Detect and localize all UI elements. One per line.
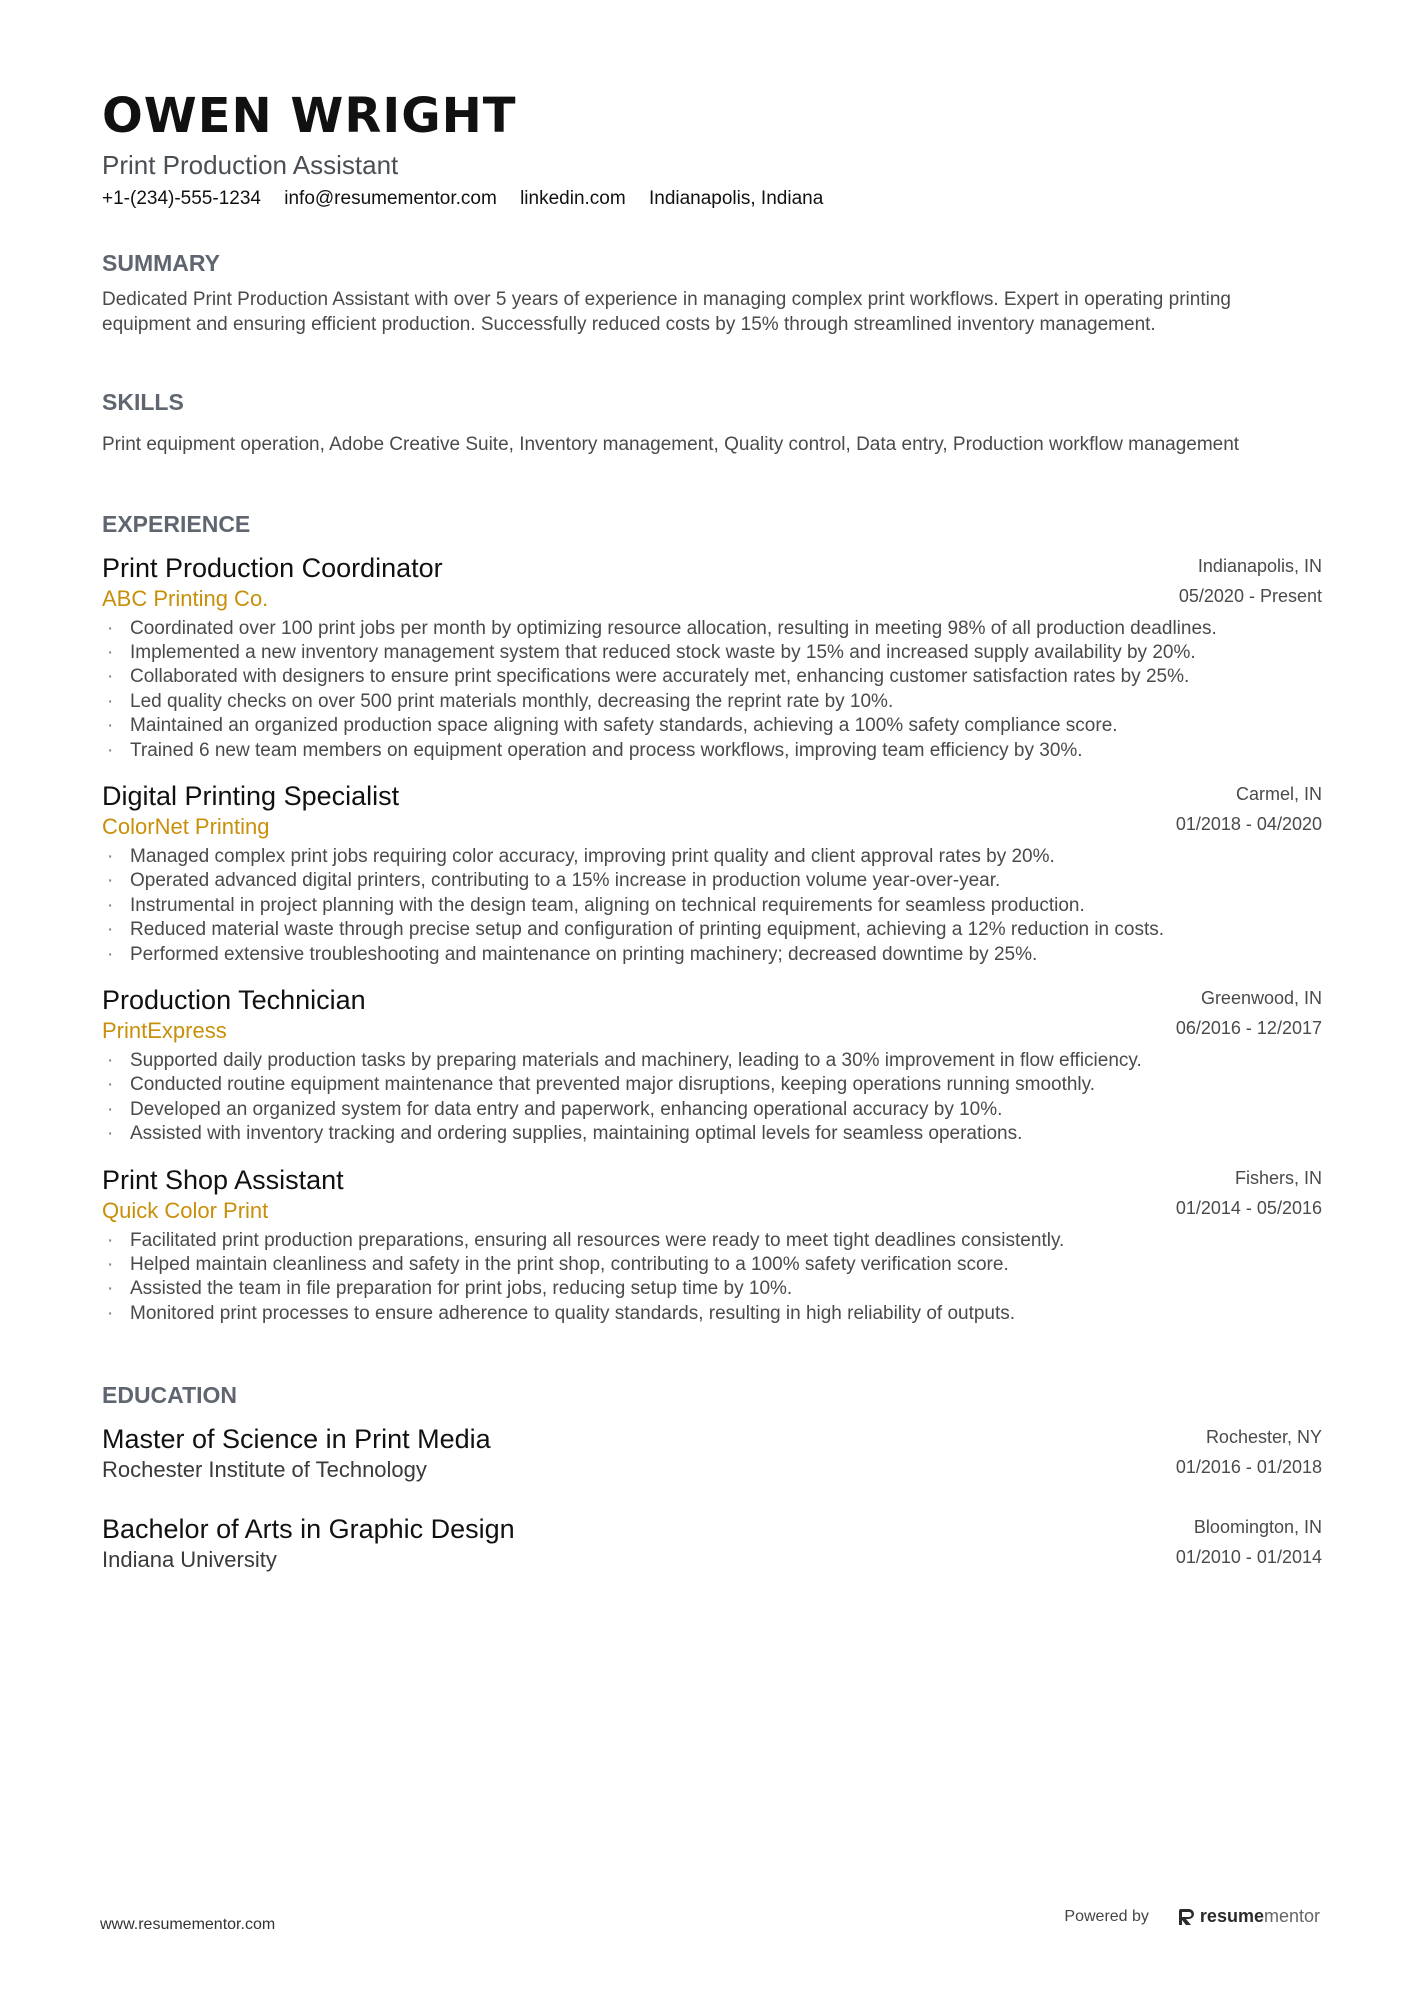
bullet-item: · Facilitated print production preparations, ensuring all resources were ready to meet tight deadlines consistently.: [102, 1229, 1322, 1253]
education-school: Indiana University: [102, 1547, 277, 1573]
education-degree: Bachelor of Arts in Graphic Design: [102, 1514, 515, 1545]
bullet-item: · Implemented a new inventory management system that reduced stock waste by 15% and increased supply availability by 20%.: [102, 641, 1322, 665]
candidate-name: OWEN WRIGHT: [102, 88, 517, 144]
job-entry-company: PrintExpress: [102, 1017, 227, 1043]
bullet-item: · Performed extensive troubleshooting and maintenance on printing machinery; decreased downtime by 25%.: [102, 943, 1322, 967]
contact-email: info@resumementor.com: [284, 188, 497, 209]
job-entry-bullets: [102, 845, 1322, 967]
bullet-item: · Developed an organized system for data entry and paperwork, enhancing operational accuracy by 10%.: [102, 1098, 1322, 1122]
job-entry: [102, 1163, 1322, 1327]
bullet-item: · Helped maintain cleanliness and safety in the print shop, contributing to a 100% safety verification score.: [102, 1253, 1322, 1277]
bullet-item: · Monitored print processes to ensure adherence to quality standards, resulting in high reliability of outputs.: [102, 1302, 1322, 1326]
bullet-item: · Supported daily production tasks by preparing materials and machinery, leading to a 30% improvement in flow efficiency.: [102, 1049, 1322, 1073]
experience-section: [102, 509, 1322, 1327]
job-entry-bullets: [102, 1049, 1322, 1147]
job-entry-location: Carmel, IN: [1235, 783, 1322, 804]
bullet-item: · Managed complex print jobs requiring color accuracy, improving print quality and client approval rates by 20%.: [102, 845, 1322, 869]
job-entry-dates: 06/2016 - 12/2017: [1175, 1017, 1322, 1038]
education-degree: Master of Science in Print Media: [102, 1424, 491, 1455]
education-school: Rochester Institute of Technology: [102, 1457, 427, 1483]
experience-heading: EXPERIENCE: [102, 510, 251, 537]
summary-heading: SUMMARY: [102, 250, 220, 276]
resumementor-logo[interactable]: [1179, 1906, 1320, 1927]
bullet-item: · Assisted with inventory tracking and ordering supplies, maintaining optimal levels for seamless operations.: [102, 1122, 1322, 1146]
job-entry-location: Fishers, IN: [1234, 1167, 1322, 1188]
logo-text-light: mentor: [1263, 1906, 1320, 1926]
job-entry-title: Digital Printing Specialist: [102, 780, 400, 811]
education-location: Bloomington, IN: [1193, 1517, 1322, 1538]
contact-location: Indianapolis, Indiana: [648, 188, 824, 209]
summary-section: [102, 248, 1322, 337]
job-entry-title: Print Shop Assistant: [102, 1164, 344, 1195]
job-entry-meta: [1176, 1163, 1322, 1223]
education-dates: 01/2016 - 01/2018: [1175, 1457, 1322, 1478]
job-entry-title: Production Technician: [102, 984, 366, 1015]
bullet-item: · Maintained an organized production space aligning with safety standards, achieving a 100% safety compliance score.: [102, 714, 1322, 738]
contact-line: [102, 186, 1322, 212]
job-entry-title: Print Production Coordinator: [102, 552, 443, 583]
education-entry: [102, 1422, 1322, 1484]
job-entry: [102, 983, 1322, 1147]
job-entry-company: Quick Color Print: [102, 1197, 269, 1223]
education-dates: 01/2010 - 01/2014: [1175, 1547, 1322, 1568]
skills-heading: SKILLS: [102, 389, 184, 415]
powered-by-label: Powered by: [1064, 1907, 1149, 1925]
skills-text: Print equipment operation, Adobe Creative Suite, Inventory management, Quality control, Data entry, Production workflow management: [102, 434, 1240, 455]
education-heading: EDUCATION: [102, 1382, 238, 1409]
logo-text-bold: resume: [1199, 1906, 1264, 1926]
job-entry-meta: [1176, 779, 1322, 839]
bullet-item: · Trained 6 new team members on equipment operation and process workflows, improving team efficiency by 30%.: [102, 739, 1322, 763]
job-entry-bullets: [102, 617, 1322, 763]
job-entry-dates: 01/2014 - 05/2016: [1175, 1197, 1322, 1218]
bullet-item: · Operated advanced digital printers, contributing to a 15% increase in production volume year-over-year.: [102, 869, 1322, 893]
header: [102, 86, 1322, 212]
contact-linkedin: linkedin.com: [520, 188, 626, 209]
bullet-item: · Reduced material waste through precise setup and configuration of printing equipment, achieving a 12% reduction in costs.: [102, 918, 1322, 942]
education-entry: [102, 1512, 1322, 1574]
job-entry: [102, 779, 1322, 967]
footer-website[interactable]: www.resumementor.com: [100, 1916, 276, 1933]
job-entry-meta: [1179, 551, 1322, 611]
resume-content: [102, 86, 1322, 1574]
bullet-item: · Led quality checks on over 500 print materials monthly, decreasing the reprint rate by 10%.: [102, 690, 1322, 714]
education-section: [102, 1380, 1322, 1574]
education-location: Rochester, NY: [1205, 1427, 1322, 1448]
bullet-item: · Assisted the team in file preparation for print jobs, reducing setup time by 10%.: [102, 1277, 1322, 1301]
contact-phone: +1-(234)-555-1234: [102, 188, 261, 209]
skills-section: [102, 387, 1322, 458]
resumementor-logo-icon: [1179, 1907, 1195, 1927]
bullet-item: · Collaborated with designers to ensure print specifications were accurately met, enhancing customer satisfaction rates by 25%.: [102, 665, 1322, 689]
summary-text: Dedicated Print Production Assistant with over 5 years of experience in managing complex print workflows. Expert in operating printing equipment and ensuring efficient production. Successfully reduced costs by 15% through streamlined inventory management.: [102, 289, 1231, 335]
bullet-item: · Instrumental in project planning with the design team, aligning on technical requirements for seamless production.: [102, 894, 1322, 918]
education-meta: [1176, 1422, 1322, 1482]
job-entry: [102, 551, 1322, 763]
job-entry-location: Indianapolis, IN: [1197, 555, 1322, 576]
bullet-item: · Coordinated over 100 print jobs per month by optimizing resource allocation, resulting in meeting 98% of all production deadlines.: [102, 617, 1322, 641]
education-meta: [1176, 1512, 1322, 1572]
job-entry-location: Greenwood, IN: [1200, 987, 1322, 1008]
job-title: Print Production Assistant: [102, 150, 399, 180]
job-entry-company: ABC Printing Co.: [102, 585, 269, 611]
job-entry-dates: 05/2020 - Present: [1178, 585, 1322, 606]
job-entry-meta: [1176, 983, 1322, 1043]
job-entry-dates: 01/2018 - 04/2020: [1175, 813, 1322, 834]
job-entry-bullets: [102, 1229, 1322, 1327]
job-entry-company: ColorNet Printing: [102, 813, 270, 839]
footer-branding: [1064, 1906, 1320, 1927]
bullet-item: · Conducted routine equipment maintenance that prevented major disruptions, keeping operations running smoothly.: [102, 1073, 1322, 1097]
